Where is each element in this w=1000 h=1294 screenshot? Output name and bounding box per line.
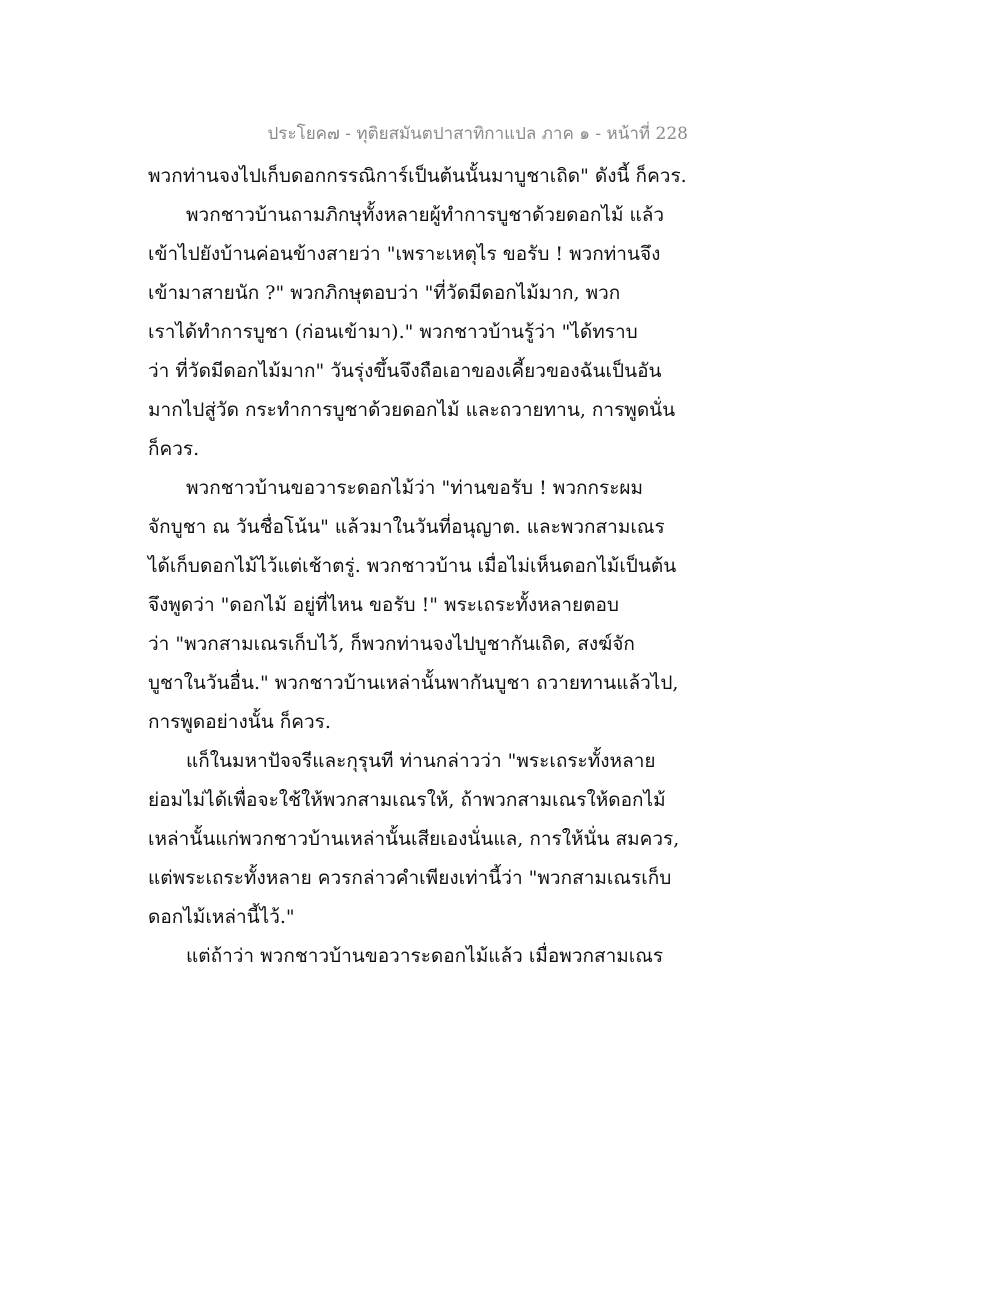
text-line: แก็ในมหาปัจจรีและกุรุนที ท่านกล่าวว่า "พระเถระทั้งหลาย	[186, 750, 656, 772]
text-line: จึงพูดว่า "ดอกไม้ อยู่ที่ไหน ขอรับ !" พระเถระทั้งหลายตอบ	[148, 594, 619, 616]
body-text	[148, 157, 708, 976]
text-line: จักบูชา ณ วันชื่อโน้น" แล้วมาในวันที่อนุญาต. และพวกสามเณร	[148, 516, 665, 538]
text-line: ว่า "พวกสามเณรเก็บไว้, ก็พวกท่านจงไปบูชากันเถิด, สงฆ์จัก	[148, 633, 635, 655]
text-line: พวกชาวบ้านขอวาระดอกไม้ว่า "ท่านขอรับ ! พวกกระผม	[186, 477, 644, 499]
text-line: พวกชาวบ้านถามภิกษุทั้งหลายผู้ทำการบูชาด้วยดอกไม้ แล้ว	[186, 204, 665, 226]
text-line: ว่า ที่วัดมีดอกไม้มาก" วันรุ่งขึ้นจึงถือเอาของเคี้ยวของฉันเป็นอัน	[148, 360, 662, 382]
text-line: มากไปสู่วัด กระทำการบูชาด้วยดอกไม้ และถวายทาน, การพูดนั่น	[148, 399, 676, 421]
text-line: ก็ควร.	[148, 438, 200, 460]
text-line: เข้าไปยังบ้านค่อนข้างสายว่า "เพราะเหตุไร ขอรับ ! พวกท่านจึง	[148, 243, 661, 265]
text-line: เหล่านั้นแก่พวกชาวบ้านเหล่านั้นเสียเองนั่นแล, การให้นั่น สมควร,	[148, 828, 680, 850]
text-line: ย่อมไม่ได้เพื่อจะใช้ให้พวกสามเณรให้, ถ้าพวกสามเณรให้ดอกไม้	[148, 789, 666, 811]
text-line: พวกท่านจงไปเก็บดอกกรรณิการ์เป็นต้นนั้นมาบูชาเถิด" ดังนี้ ก็ควร.	[148, 165, 687, 187]
text-line: เข้ามาสายนัก ?" พวกภิกษุตอบว่า "ที่วัดมีดอกไม้มาก, พวก	[148, 282, 621, 304]
text-line: แต่พระเถระทั้งหลาย ควรกล่าวคำเพียงเท่านี้ว่า "พวกสามเณรเก็บ	[148, 867, 672, 889]
text-line: แต่ถ้าว่า พวกชาวบ้านขอวาระดอกไม้แล้ว เมื่อพวกสามเณร	[186, 945, 664, 967]
text-line: เราได้ทำการบูชา (ก่อนเข้ามา)." พวกชาวบ้านรู้ว่า "ได้ทราบ	[148, 321, 638, 343]
text-line: การพูดอย่างนั้น ก็ควร.	[148, 711, 331, 733]
text-line: บูชาในวันอื่น." พวกชาวบ้านเหล่านั้นพากันบูชา ถวายทานแล้วไป,	[148, 672, 679, 694]
running-header: ประโยค๗ - ทุติยสมันตปาสาทิกาแปล ภาค ๑ - หน้าที่ 228	[267, 124, 688, 144]
text-line: ได้เก็บดอกไม้ไว้แต่เช้าตรู่. พวกชาวบ้าน เมื่อไม่เห็นดอกไม้เป็นต้น	[148, 555, 677, 577]
text-line: ดอกไม้เหล่านี้ไว้."	[148, 906, 295, 928]
